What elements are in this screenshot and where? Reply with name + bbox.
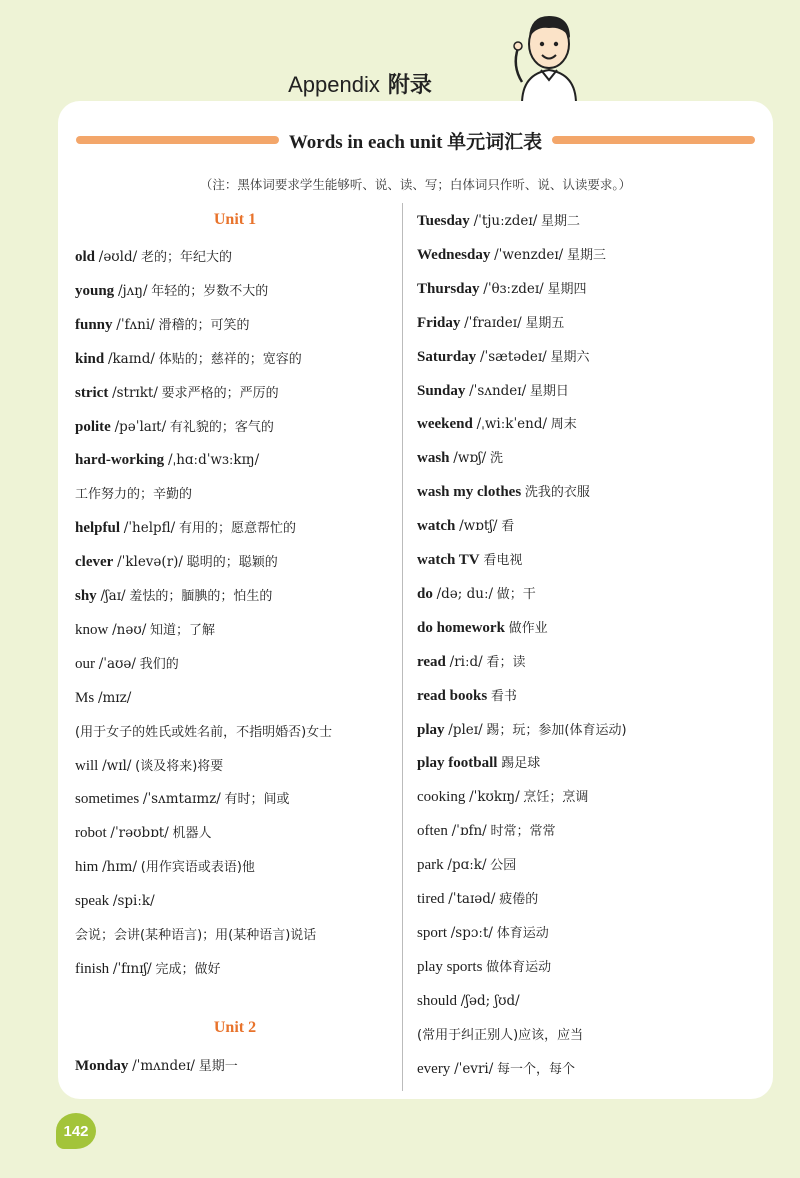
vocab-phonetic: /ˈevri/ bbox=[454, 1060, 494, 1077]
vocab-phonetic: /ˈtaɪəd/ bbox=[448, 891, 496, 907]
vocab-meaning: 体贴的；慈祥的；宽容的 bbox=[158, 351, 302, 367]
vocab-meaning: 知道；了解 bbox=[150, 622, 216, 638]
vocab-word: funny bbox=[75, 316, 113, 333]
vocab-entry bbox=[75, 315, 250, 336]
vocab-entry bbox=[417, 381, 569, 402]
vocab-word: do homework bbox=[417, 619, 505, 636]
vocab-meaning: 踢；玩；参加(体育运动) bbox=[486, 722, 627, 738]
vocab-word: play bbox=[417, 721, 445, 738]
vocab-entry bbox=[75, 383, 279, 404]
vocab-meaning: 星期六 bbox=[550, 349, 590, 365]
vocab-meaning: (谈及将来)将要 bbox=[135, 758, 224, 774]
vocab-entry bbox=[417, 821, 556, 842]
vocab-meaning: 星期五 bbox=[525, 315, 565, 331]
vocab-meaning: 老的；年纪大的 bbox=[140, 250, 232, 265]
vocab-word: him bbox=[75, 859, 99, 876]
vocab-word: Thursday bbox=[417, 280, 480, 297]
vocab-meaning: 机器人 bbox=[172, 826, 212, 842]
vocab-phonetic: /ˈtjuːzdeɪ/ bbox=[473, 213, 538, 229]
vocabulary-card bbox=[58, 101, 773, 1099]
vocab-entry bbox=[417, 618, 548, 639]
vocab-meaning: 疲倦的 bbox=[499, 892, 539, 907]
vocab-word: weekend bbox=[417, 416, 473, 433]
vocab-word: Saturday bbox=[417, 348, 477, 365]
vocab-word: old bbox=[75, 249, 96, 265]
vocab-entry bbox=[417, 245, 606, 266]
vocab-phonetic: /ˈmʌndeɪ/ bbox=[132, 1058, 195, 1074]
vocab-meaning: (常用于纠正别人)应该，应当 bbox=[417, 1027, 584, 1043]
vocab-meaning: 聪明的；聪颖的 bbox=[186, 555, 278, 571]
page-number-badge: 142 bbox=[56, 1113, 96, 1149]
vocab-phonetic: /ˈwenzdeɪ/ bbox=[494, 246, 564, 263]
vocab-phonetic: /ˌhɑːdˈwɜːkɪŋ/ bbox=[167, 452, 260, 469]
vocab-meaning: 工作努力的；辛勤的 bbox=[75, 487, 193, 503]
appendix-title-cn: 附录 bbox=[387, 72, 432, 97]
vocab-entry bbox=[75, 823, 212, 844]
vocab-meaning: 星期三 bbox=[566, 247, 606, 263]
vocab-entry bbox=[75, 620, 215, 641]
vocab-word: cooking bbox=[417, 789, 466, 806]
vocab-entry bbox=[417, 347, 590, 368]
vocab-word: tired bbox=[417, 891, 445, 907]
vocab-word: should bbox=[417, 992, 458, 1009]
vocab-phonetic: /ˈfɪnɪʃ/ bbox=[112, 960, 152, 977]
vocab-meaning: 每一个，每个 bbox=[497, 1061, 576, 1077]
vocab-word: Monday bbox=[75, 1058, 129, 1074]
vocab-word: kind bbox=[75, 350, 105, 367]
vocab-meaning: 星期日 bbox=[529, 383, 569, 399]
vocab-word: play football bbox=[417, 755, 498, 772]
vocab-phonetic: /ˈsʌndeɪ/ bbox=[469, 382, 527, 399]
vocab-entry bbox=[417, 855, 516, 876]
vocab-word: read bbox=[417, 653, 446, 670]
title-decoration-left bbox=[76, 136, 279, 144]
vocab-meaning: 洗 bbox=[489, 451, 503, 467]
vocab-word: sport bbox=[417, 924, 447, 941]
vocab-entry bbox=[75, 586, 272, 607]
section-title: Words in each unit 单元词汇表 bbox=[288, 131, 543, 153]
vocab-meaning: 星期一 bbox=[198, 1059, 238, 1074]
vocab-meaning: 羞怯的；腼腆的；怕生的 bbox=[129, 589, 273, 604]
vocab-entry bbox=[75, 756, 223, 777]
vocab-word: wash bbox=[417, 450, 450, 467]
vocab-entry bbox=[417, 889, 538, 910]
vocab-word: watch bbox=[417, 518, 456, 535]
vocab-word: will bbox=[75, 757, 99, 774]
vocab-word: robot bbox=[75, 825, 107, 842]
vocab-phonetic: /ʃəd; ʃʊd/ bbox=[460, 992, 520, 1009]
vocab-word: Wednesday bbox=[417, 246, 491, 263]
vocab-word: do bbox=[417, 585, 433, 602]
vocab-word: park bbox=[417, 857, 444, 874]
vocab-meaning: 星期四 bbox=[547, 281, 587, 297]
vocab-phonetic: /pɑːk/ bbox=[447, 857, 487, 874]
vocab-phonetic: /ˈsætədeɪ/ bbox=[479, 348, 547, 365]
vocab-phonetic: /nəʊ/ bbox=[112, 621, 147, 638]
vocab-meaning: 滑稽的；可笑的 bbox=[158, 317, 250, 333]
vocab-word: play sports bbox=[417, 958, 483, 975]
vocab-meaning: 要求严格的；严厉的 bbox=[161, 385, 279, 401]
boy-mascot-illustration bbox=[508, 8, 590, 104]
vocab-phonetic: /pleɪ/ bbox=[448, 721, 483, 738]
vocab-entry bbox=[417, 686, 517, 707]
vocab-phonetic: /hɪm/ bbox=[102, 859, 138, 876]
appendix-title-en: Appendix bbox=[288, 72, 380, 97]
vocab-word: watch TV bbox=[417, 552, 480, 568]
vocab-phonetic: /əʊld/ bbox=[98, 249, 138, 265]
vocab-entry bbox=[417, 991, 520, 1011]
vocab-entry bbox=[75, 349, 302, 370]
vocab-phonetic: /ˈfʌni/ bbox=[116, 316, 155, 333]
vocab-meaning: 年轻的；岁数不大的 bbox=[151, 283, 269, 299]
vocab-entry bbox=[75, 417, 274, 438]
vocab-entry bbox=[417, 482, 590, 503]
vocab-word: polite bbox=[75, 418, 111, 435]
vocab-phonetic: /ˈɒfn/ bbox=[451, 823, 487, 840]
vocab-entry bbox=[417, 787, 588, 808]
section-title-row bbox=[76, 123, 755, 157]
vocab-phonetic: /ˈkʊkɪŋ/ bbox=[469, 789, 520, 806]
vocab-meaning: 有时；间或 bbox=[224, 792, 290, 808]
vocab-meaning: 看 bbox=[501, 519, 515, 535]
vocab-phonetic: /riːd/ bbox=[449, 653, 483, 670]
vocab-meaning: 我们的 bbox=[139, 656, 179, 672]
vocab-word: clever bbox=[75, 554, 114, 571]
vocab-meaning: 公园 bbox=[490, 858, 517, 874]
vocab-entry bbox=[75, 925, 316, 946]
vocab-phonetic: /ˌwiːkˈend/ bbox=[476, 416, 548, 433]
vocab-phonetic: /ˈsʌmtaɪmz/ bbox=[142, 791, 221, 808]
vocab-meaning: 时常；常常 bbox=[490, 824, 556, 840]
section-note: （注：黑体词要求学生能够听、说、读、写；白体词只作听、说、认读要求。） bbox=[199, 177, 632, 192]
vocab-entry bbox=[75, 789, 290, 810]
vocab-phonetic: /wɒtʃ/ bbox=[459, 518, 498, 535]
column-divider bbox=[402, 203, 403, 1091]
vocab-word: helpful bbox=[75, 520, 121, 537]
vocab-phonetic: /ˈfraɪdeɪ/ bbox=[464, 314, 522, 331]
vocab-word: Tuesday bbox=[417, 213, 470, 229]
vocab-entry bbox=[75, 654, 179, 675]
vocab-word: shy bbox=[75, 588, 97, 604]
vocab-meaning: 做作业 bbox=[508, 620, 548, 636]
vocab-entry bbox=[417, 211, 580, 232]
vocab-meaning: 做；干 bbox=[496, 586, 536, 602]
vocab-entry bbox=[75, 552, 278, 573]
vocab-phonetic: /ˈrəʊbɒt/ bbox=[110, 825, 169, 842]
vocab-meaning: (用于女子的姓氏或姓名前，不指明婚否)女士 bbox=[75, 724, 333, 740]
vocab-entry bbox=[417, 584, 536, 605]
vocab-entry bbox=[417, 414, 577, 435]
vocab-meaning: 看书 bbox=[490, 688, 517, 704]
vocab-phonetic: /pəˈlaɪt/ bbox=[114, 418, 167, 435]
vocab-meaning: 体育运动 bbox=[496, 925, 549, 941]
vocab-word: Friday bbox=[417, 314, 461, 331]
vocab-meaning: 看电视 bbox=[483, 553, 523, 568]
vocab-entry bbox=[75, 857, 255, 878]
vocab-phonetic: /kaɪnd/ bbox=[107, 350, 155, 367]
title-decoration-right bbox=[552, 136, 755, 144]
vocab-entry bbox=[417, 313, 564, 334]
vocab-meaning: 有用的；愿意帮忙的 bbox=[178, 521, 296, 537]
vocab-entry bbox=[417, 753, 540, 774]
vocab-entry bbox=[417, 652, 525, 673]
vocab-entry bbox=[75, 484, 192, 505]
vocab-entry bbox=[75, 688, 131, 708]
vocab-word: Sunday bbox=[417, 382, 466, 399]
vocab-meaning: 有礼貌的；客气的 bbox=[169, 419, 274, 435]
vocab-entry bbox=[75, 1056, 238, 1077]
vocab-phonetic: /ˈaʊə/ bbox=[98, 655, 136, 672]
vocab-phonetic: /spiːk/ bbox=[112, 893, 155, 910]
vocab-meaning: 周末 bbox=[550, 417, 577, 433]
vocab-word: finish bbox=[75, 960, 110, 977]
vocab-word: wash my clothes bbox=[417, 484, 522, 501]
vocab-meaning: 完成；做好 bbox=[155, 961, 221, 977]
vocab-entry bbox=[417, 923, 549, 944]
vocab-entry bbox=[75, 891, 155, 911]
vocab-phonetic: /ˈklevə(r)/ bbox=[117, 554, 183, 571]
unit-1-heading: Unit 1 bbox=[213, 211, 257, 228]
vocab-entry bbox=[417, 516, 514, 537]
vocab-entry bbox=[75, 281, 268, 302]
vocab-entry bbox=[417, 448, 503, 469]
vocab-phonetic: /wɒʃ/ bbox=[453, 450, 487, 467]
vocab-entry bbox=[75, 722, 332, 743]
vocab-entry bbox=[75, 247, 232, 268]
vocab-entry bbox=[417, 720, 627, 741]
vocab-entry bbox=[75, 959, 221, 980]
vocab-meaning: 会说；会讲(某种语言)；用(某种语言)说话 bbox=[75, 928, 317, 943]
vocab-word: speak bbox=[75, 893, 110, 910]
vocab-word: know bbox=[75, 621, 109, 638]
vocab-phonetic: /spɔːt/ bbox=[450, 924, 493, 941]
vocab-meaning: 烹饪；烹调 bbox=[523, 790, 589, 806]
vocab-meaning: 星期二 bbox=[541, 214, 581, 229]
vocab-word: Ms bbox=[75, 689, 95, 706]
vocab-meaning: (用作宾语或表语)他 bbox=[140, 860, 255, 876]
vocab-meaning: 看；读 bbox=[486, 654, 526, 670]
vocab-word: every bbox=[417, 1060, 451, 1077]
vocab-phonetic: /ˈhelpfl/ bbox=[123, 520, 176, 537]
vocab-meaning: 踢足球 bbox=[501, 756, 541, 772]
vocab-phonetic: /strɪkt/ bbox=[112, 384, 158, 401]
appendix-title bbox=[0, 68, 720, 99]
unit-2-heading: Unit 2 bbox=[213, 1019, 257, 1036]
vocab-word: read books bbox=[417, 687, 488, 704]
vocab-entry bbox=[75, 518, 296, 539]
vocab-meaning: 洗我的衣服 bbox=[524, 485, 590, 501]
vocab-phonetic: /ʃaɪ/ bbox=[100, 588, 126, 604]
vocab-entry bbox=[417, 1059, 575, 1080]
vocab-word: hard-working bbox=[75, 452, 165, 469]
vocab-entry bbox=[417, 1025, 583, 1046]
vocab-phonetic: /mɪz/ bbox=[97, 689, 132, 706]
vocab-word: sometimes bbox=[75, 791, 140, 808]
vocab-phonetic: /də; duː/ bbox=[436, 585, 494, 602]
vocab-phonetic: /ˈθɜːzdeɪ/ bbox=[483, 280, 544, 297]
vocab-word: our bbox=[75, 655, 95, 672]
vocab-word: young bbox=[75, 282, 115, 299]
vocab-entry bbox=[75, 450, 259, 470]
vocab-phonetic: /jʌŋ/ bbox=[117, 282, 148, 299]
vocab-entry bbox=[417, 550, 522, 571]
vocab-phonetic: /wɪl/ bbox=[102, 757, 132, 774]
vocab-meaning: 做体育运动 bbox=[486, 959, 552, 975]
vocab-entry bbox=[417, 957, 551, 978]
vocab-entry bbox=[417, 279, 586, 300]
vocab-word: often bbox=[417, 823, 448, 840]
vocab-word: strict bbox=[75, 384, 109, 401]
